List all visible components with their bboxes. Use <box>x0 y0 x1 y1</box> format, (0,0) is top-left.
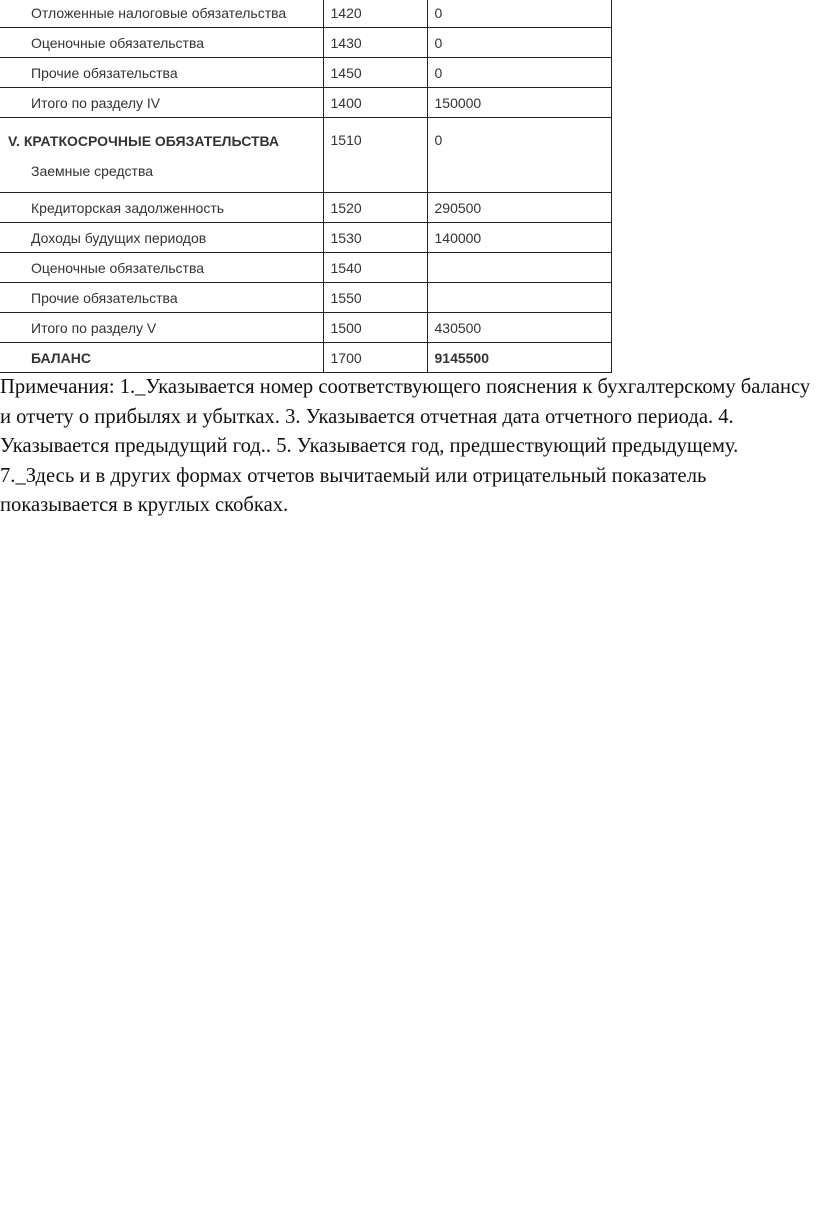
table-row <box>0 28 611 58</box>
row-name: БАЛАНС <box>0 343 323 373</box>
balance-table <box>0 0 612 373</box>
balance-total-row <box>0 343 611 373</box>
row-code: 1510 <box>323 118 427 193</box>
table-row <box>0 253 611 283</box>
row-code: 1430 <box>323 28 427 58</box>
row-name: Оценочные обязательства <box>0 253 323 283</box>
table-row <box>0 0 611 28</box>
row-value: 0 <box>427 58 611 88</box>
table-row <box>0 223 611 253</box>
row-value: 0 <box>427 0 611 28</box>
table-row <box>0 88 611 118</box>
table-row <box>0 58 611 88</box>
section-cell <box>0 118 323 193</box>
row-name: Прочие обязательства <box>0 283 323 313</box>
section-title: V. КРАТКОСРОЧНЫЕ ОБЯЗАТЕЛЬСТВА <box>8 133 280 149</box>
row-code: 1400 <box>323 88 427 118</box>
row-value: 0 <box>427 28 611 58</box>
row-name: Итого по разделу IV <box>0 88 323 118</box>
row-code: 1540 <box>323 253 427 283</box>
table-row <box>0 283 611 313</box>
row-value <box>427 253 611 283</box>
row-name: Отложенные налоговые обязательства <box>0 0 323 28</box>
row-name: Прочие обязательства <box>0 58 323 88</box>
row-name: Оценочные обязательства <box>0 28 323 58</box>
row-code: 1550 <box>323 283 427 313</box>
row-code: 1520 <box>323 193 427 223</box>
row-value: 150000 <box>427 88 611 118</box>
row-value: 430500 <box>427 313 611 343</box>
section-header-row <box>0 118 611 193</box>
row-code: 1700 <box>323 343 427 373</box>
row-code: 1500 <box>323 313 427 343</box>
table-row <box>0 313 611 343</box>
row-name: Итого по разделу V <box>0 313 323 343</box>
row-value: 9145500 <box>427 343 611 373</box>
row-name: Доходы будущих периодов <box>0 223 323 253</box>
row-code: 1420 <box>323 0 427 28</box>
row-value: 140000 <box>427 223 611 253</box>
row-value <box>427 283 611 313</box>
row-value: 290500 <box>427 193 611 223</box>
row-name: Заемные средства <box>31 163 154 179</box>
row-code: 1450 <box>323 58 427 88</box>
row-value: 0 <box>427 118 611 193</box>
notes-paragraph: Примечания: 1._Указывается номер соответствующего пояснения к бухгалтерскому балансу и отчету о прибылях и убытках. 3. Указывается отчетная дата отчетного периода. 4. Указывается предыдущий год.. 5. Указывается год, предшествующий предыдущему. 7._Здесь и в других формах отчетов вычитаемый или отрицательный показатель показывается в круглых скобках. <box>0 376 811 516</box>
row-name: Кредиторская задолженность <box>0 193 323 223</box>
table-row <box>0 193 611 223</box>
row-code: 1530 <box>323 223 427 253</box>
